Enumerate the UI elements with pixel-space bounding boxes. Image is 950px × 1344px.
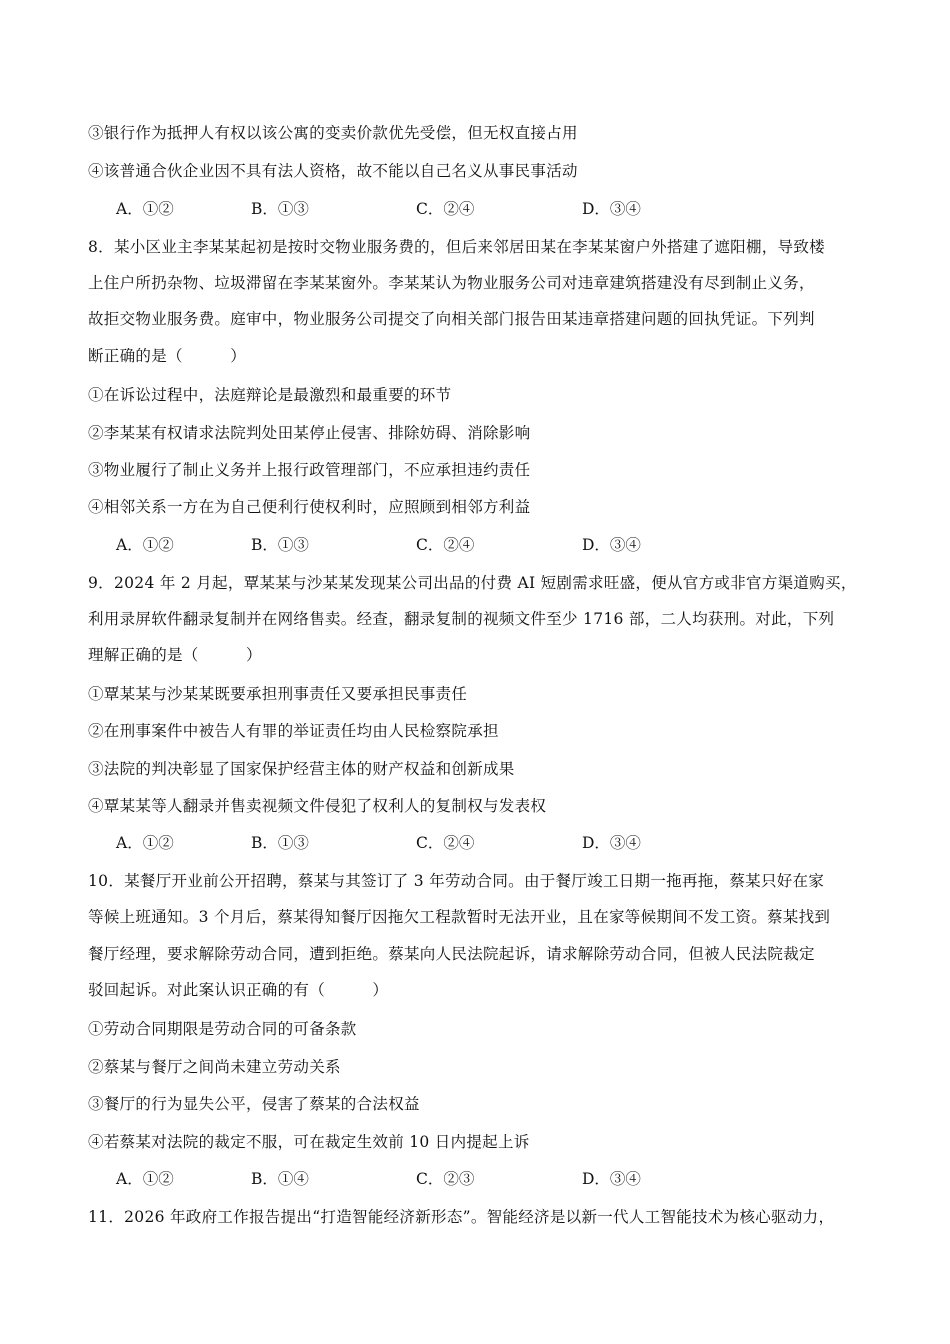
choice-c: C．②④	[416, 834, 475, 852]
choice-d: D．③④	[582, 200, 641, 218]
choice-d: D．③④	[582, 1170, 641, 1188]
q10-stem-line-2: 等候上班通知。3 个月后，蔡某得知餐厅因拖欠工程款暂时无法开业，且在家等候期间不发工资。蔡某找到	[88, 908, 831, 926]
q10-option-3: ③餐厅的行为显失公平，侵害了蔡某的合法权益	[88, 1095, 420, 1113]
choice-a: A．①②	[116, 1170, 174, 1188]
q9-stem-line-3: 理解正确的是（ ）	[88, 646, 262, 664]
q9-option-3: ③法院的判决彰显了国家保护经营主体的财产权益和创新成果	[88, 760, 515, 778]
q8-stem-line-2: 上住户所扔杂物、垃圾滞留在李某某窗外。李某某认为物业服务公司对违章建筑搭建没有尽到制止义务，	[88, 274, 815, 292]
q8-option-2: ②李某某有权请求法院判处田某停止侵害、排除妨碍、消除影响	[88, 424, 531, 442]
q9-option-2: ②在刑事案件中被告人有罪的举证责任均由人民检察院承担	[88, 722, 499, 740]
choice-b: B．①③	[251, 834, 309, 852]
q8-stem-line-3: 故拒交物业服务费。庭审中，物业服务公司提交了向相关部门报告田某违章搭建问题的回执凭证。下列判	[88, 310, 815, 328]
choice-d: D．③④	[582, 834, 641, 852]
q8-option-1: ①在诉讼过程中，法庭辩论是最激烈和最重要的环节	[88, 386, 452, 404]
q10-stem-line-3: 餐厅经理，要求解除劳动合同，遭到拒绝。蔡某向人民法院起诉，请求解除劳动合同，但被人民法院裁定	[88, 945, 815, 963]
choice-a: A．①②	[116, 536, 174, 554]
prev-option-3: ③银行作为抵押人有权以该公寓的变卖价款优先受偿，但无权直接占用	[88, 124, 578, 142]
q9-option-4: ④覃某某等人翻录并售卖视频文件侵犯了权利人的复制权与发表权	[88, 797, 547, 815]
choice-c: C．②③	[416, 1170, 475, 1188]
q9-choices	[116, 833, 736, 853]
q10-stem-line-1: 10．某餐厅开业前公开招聘，蔡某与其签订了 3 年劳动合同。由于餐厅竣工日期一拖再拖，蔡某只好在家	[88, 872, 825, 890]
prev-choices	[116, 199, 736, 219]
choice-b: B．①③	[251, 536, 309, 554]
choice-a: A．①②	[116, 200, 174, 218]
q8-option-4: ④相邻关系一方在为自己便利行使权利时，应照顾到相邻方利益	[88, 498, 531, 516]
choice-b: B．①④	[251, 1170, 309, 1188]
q11-stem-line-1: 11．2026 年政府工作报告提出“打造智能经济新形态”。智能经济是以新一代人工智能技术为核心驱动力，	[88, 1208, 835, 1226]
q10-option-1: ①劳动合同期限是劳动合同的可备条款	[88, 1020, 357, 1038]
choice-c: C．②④	[416, 536, 475, 554]
q10-stem-line-4: 驳回起诉。对此案认识正确的有（ ）	[88, 981, 389, 999]
q8-stem-line-1: 8．某小区业主李某某起初是按时交物业服务费的，但后来邻居田某在李某某窗户外搭建了遮阳棚，导致楼	[88, 238, 825, 256]
choice-d: D．③④	[582, 536, 641, 554]
q10-option-4: ④若蔡某对法院的裁定不服，可在裁定生效前 10 日内提起上诉	[88, 1133, 530, 1151]
q10-choices	[116, 1169, 736, 1189]
q9-stem-line-2: 利用录屏软件翻录复制并在网络售卖。经查，翻录复制的视频文件至少 1716 部，二人均获刑。对此，下列	[88, 610, 835, 628]
choice-b: B．①③	[251, 200, 309, 218]
q8-option-3: ③物业履行了制止义务并上报行政管理部门，不应承担违约责任	[88, 461, 531, 479]
q10-option-2: ②蔡某与餐厅之间尚未建立劳动关系	[88, 1058, 341, 1076]
prev-option-4: ④该普通合伙企业因不具有法人资格，故不能以自己名义从事民事活动	[88, 162, 578, 180]
q8-choices	[116, 535, 736, 555]
choice-a: A．①②	[116, 834, 174, 852]
q8-stem-line-4: 断正确的是（ ）	[88, 347, 247, 365]
q9-option-1: ①覃某某与沙某某既要承担刑事责任又要承担民事责任	[88, 685, 468, 703]
choice-c: C．②④	[416, 200, 475, 218]
q9-stem-line-1: 9．2024 年 2 月起，覃某某与沙某某发现某公司出品的付费 AI 短剧需求旺盛，便从官方或非官方渠道购买，	[88, 574, 857, 592]
